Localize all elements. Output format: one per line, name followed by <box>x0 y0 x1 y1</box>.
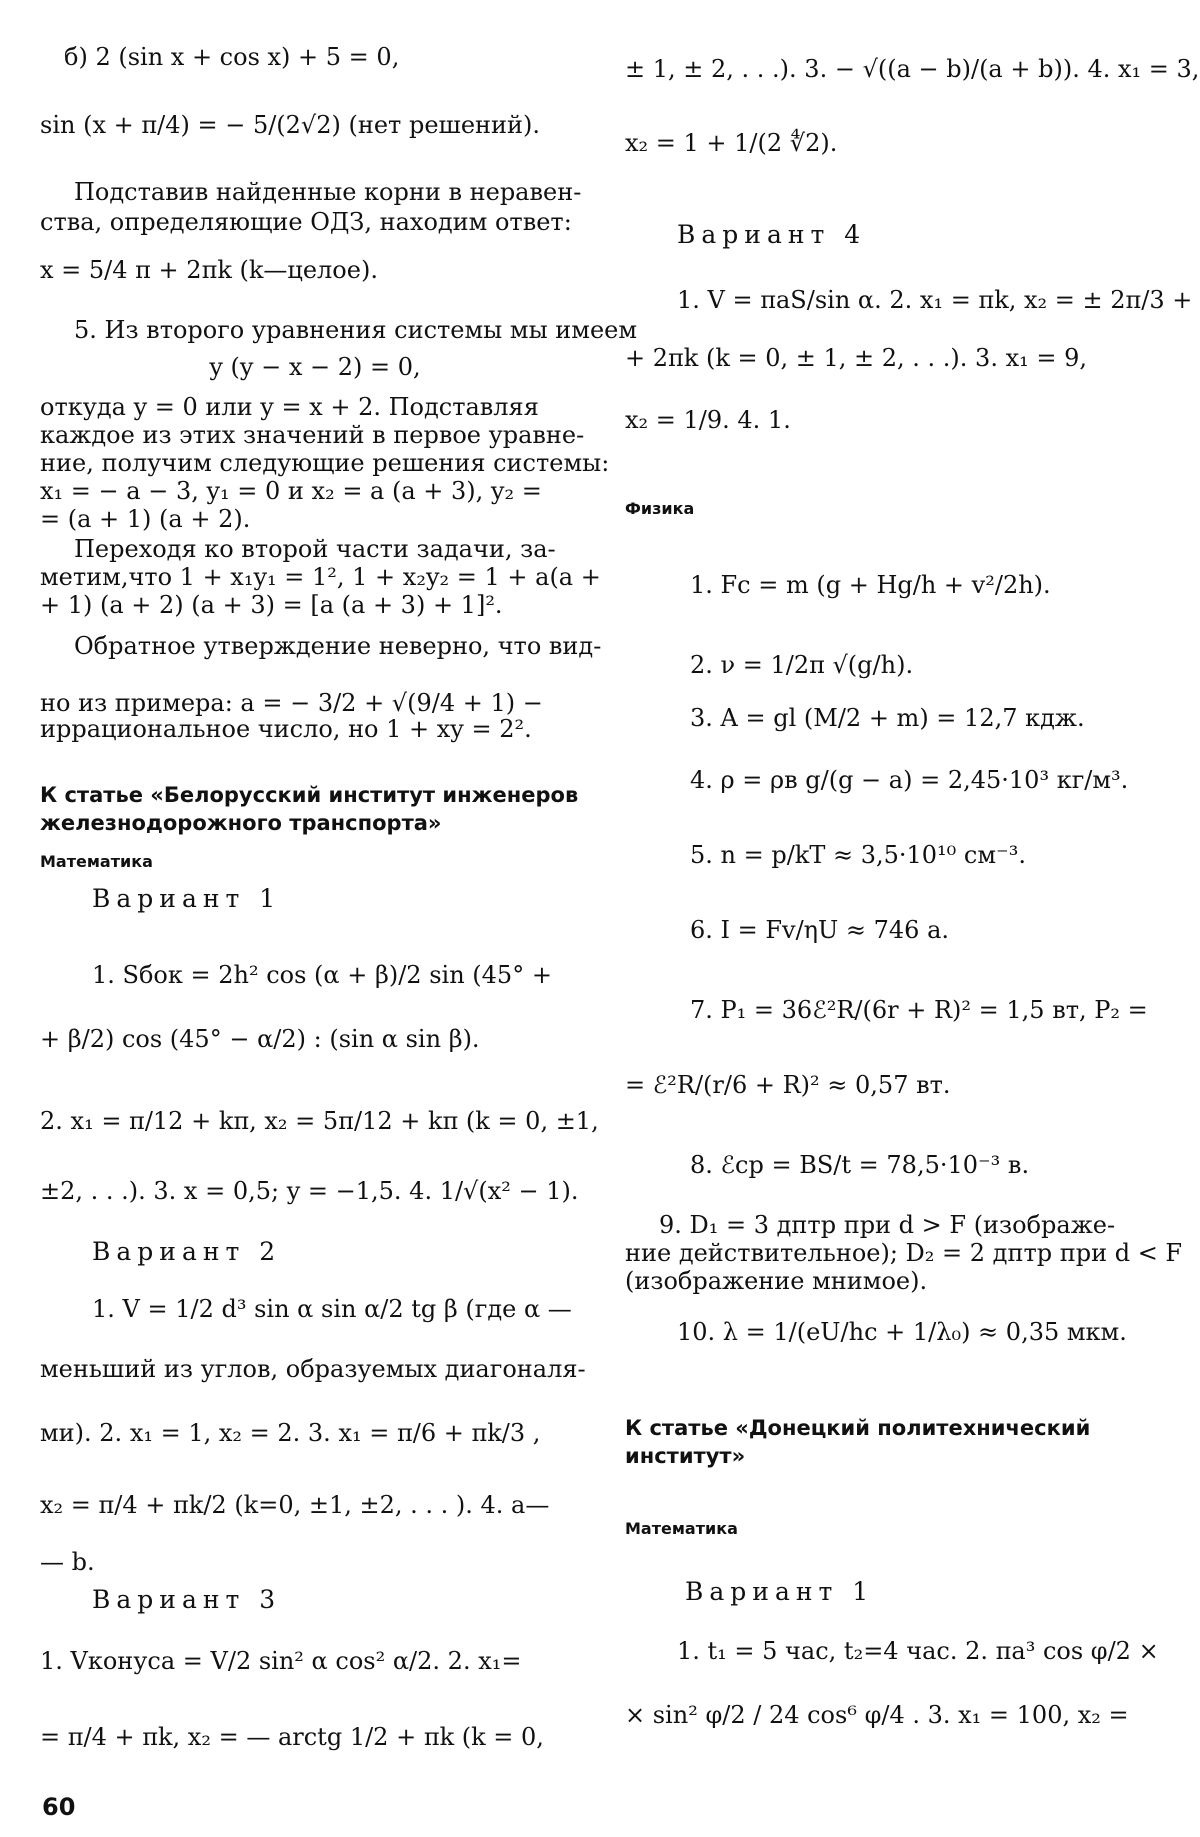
text-line: = (a + 1) (a + 2). <box>40 505 251 533</box>
formula-line: 4. ρ = ρв g/(g − a) = 2,45·10³ кг/м³. <box>690 766 1129 794</box>
formula-line: 10. λ = 1/(eU/hc + 1/λ₀) ≈ 0,35 мкм. <box>677 1318 1127 1346</box>
subject-heading: Физика <box>625 499 695 518</box>
section-heading: институт» <box>625 1444 746 1468</box>
text-line: ние, получим следующие решения системы: <box>40 449 610 477</box>
text-line: 9. D₁ = 3 дптр при d > F (изображе- <box>659 1211 1116 1239</box>
formula-line: 1. Vконуса = V/2 sin² α cos² α/2. 2. x₁= <box>40 1647 522 1675</box>
formula-line: 3. A = gl (M/2 + m) = 12,7 кдж. <box>690 704 1085 732</box>
variant-heading: Вариант 1 <box>92 884 282 913</box>
formula-line: ± 1, ± 2, . . .). 3. − √((a − b)/(a + b)). 4. x₁ = 3, <box>625 55 1200 83</box>
variant-heading: Вариант 3 <box>92 1585 282 1614</box>
formula-line: = π/4 + πk, x₂ = — arctg 1/2 + πk (k = 0, <box>40 1723 544 1751</box>
formula-line: 6. I = Fv/ηU ≈ 746 a. <box>690 916 950 944</box>
text-line: каждое из этих значений в первое уравне- <box>40 421 585 449</box>
variant-heading: Вариант 1 <box>685 1577 875 1606</box>
formula-line: 1. Sбок = 2h² cos (α + β)/2 sin (45° + <box>92 961 552 989</box>
formula-line: 2. ν = 1/2π √(g/h). <box>690 651 914 679</box>
formula-line: 1. t₁ = 5 час, t₂=4 час. 2. πa³ cos φ/2 × <box>677 1637 1159 1665</box>
text-line: + 1) (a + 2) (a + 3) = [a (a + 3) + 1]². <box>40 591 503 619</box>
section-heading: К статье «Белорусский институт инженеров <box>40 783 579 807</box>
formula-line: 1. V = πaS/sin α. 2. x₁ = πk, x₂ = ± 2π/3 + <box>677 286 1193 314</box>
section-heading: К статье «Донецкий политехнический <box>625 1416 1091 1440</box>
text-line: Обратное утверждение неверно, что вид- <box>74 632 602 660</box>
formula-line: 1. Fс = m (g + Hg/h + v²/2h). <box>690 571 1051 599</box>
formula-line: x₂ = π/4 + πk/2 (k=0, ±1, ±2, . . . ). 4. a— <box>40 1491 550 1519</box>
formula-line: 2. x₁ = π/12 + kπ, x₂ = 5π/12 + kπ (k = 0, ±1, <box>40 1107 599 1135</box>
formula-line: sin (x + π/4) = − 5/(2√2) (нет решений). <box>40 111 541 139</box>
formula-line: 8. ℰср = BS/t = 78,5·10⁻³ в. <box>690 1151 1030 1179</box>
formula-line: 7. P₁ = 36ℰ²R/(6r + R)² = 1,5 вт, P₂ = <box>690 996 1148 1024</box>
text-line: — b. <box>40 1548 95 1576</box>
text-line: но из примера: a = − 3/2 + √(9/4 + 1) − <box>40 689 543 717</box>
formula-line: x₂ = 1 + 1/(2 ∜2). <box>625 129 838 157</box>
formula-line: 1. V = 1/2 d³ sin α sin α/2 tg β (где α — <box>92 1295 572 1323</box>
formula-line: x₂ = 1/9. 4. 1. <box>625 406 791 434</box>
text-line: 5. Из второго уравнения системы мы имеем <box>74 316 638 344</box>
text-line: меньший из углов, образуемых диагоналя- <box>40 1355 586 1383</box>
variant-heading: Вариант 2 <box>92 1237 282 1266</box>
formula-line: ±2, . . .). 3. x = 0,5; y = −1,5. 4. 1/√(x² − 1). <box>40 1177 579 1205</box>
formula-line: + β/2) cos (45° − α/2) : (sin α sin β). <box>40 1025 480 1053</box>
text-line: Переходя ко второй части задачи, за- <box>74 535 556 563</box>
text-line: ства, определяющие ОДЗ, находим ответ: <box>40 208 572 236</box>
formula-line: 5. n = p/kT ≈ 3,5·10¹⁰ см⁻³. <box>690 841 1026 869</box>
formula-line: ми). 2. x₁ = 1, x₂ = 2. 3. x₁ = π/6 + πk/3 , <box>40 1419 541 1447</box>
text-line: б) 2 (sin x + cos x) + 5 = 0, <box>64 43 400 71</box>
subject-heading: Математика <box>625 1519 738 1538</box>
section-heading: железнодорожного транспорта» <box>40 811 442 835</box>
text-line: x₁ = − a − 3, y₁ = 0 и x₂ = a (a + 3), y₂ = <box>40 477 542 505</box>
formula-line: + 2πk (k = 0, ± 1, ± 2, . . .). 3. x₁ = 9, <box>625 344 1087 372</box>
page-number: 60 <box>42 1793 76 1821</box>
formula-line: × sin² φ/2 / 24 cos⁶ φ/4 . 3. x₁ = 100, x₂ = <box>625 1701 1129 1729</box>
text-line: Подставив найденные корни в неравен- <box>74 178 582 206</box>
formula-line: y (y − x − 2) = 0, <box>209 353 421 381</box>
text-line: откуда y = 0 или y = x + 2. Подставляя <box>40 393 539 421</box>
text-line: (изображение мнимое). <box>625 1267 928 1295</box>
text-line: ние действительное); D₂ = 2 дптр при d < F <box>625 1239 1183 1267</box>
variant-heading: Вариант 4 <box>677 220 867 249</box>
formula-line: = ℰ²R/(r/6 + R)² ≈ 0,57 вт. <box>625 1071 951 1099</box>
text-line: иррациональное число, но 1 + xy = 2². <box>40 715 532 743</box>
text-line: метим,что 1 + x₁y₁ = 1², 1 + x₂y₂ = 1 + a(a + <box>40 563 601 591</box>
formula-line: x = 5/4 π + 2πk (k—целое). <box>40 256 378 284</box>
subject-heading: Математика <box>40 852 153 871</box>
